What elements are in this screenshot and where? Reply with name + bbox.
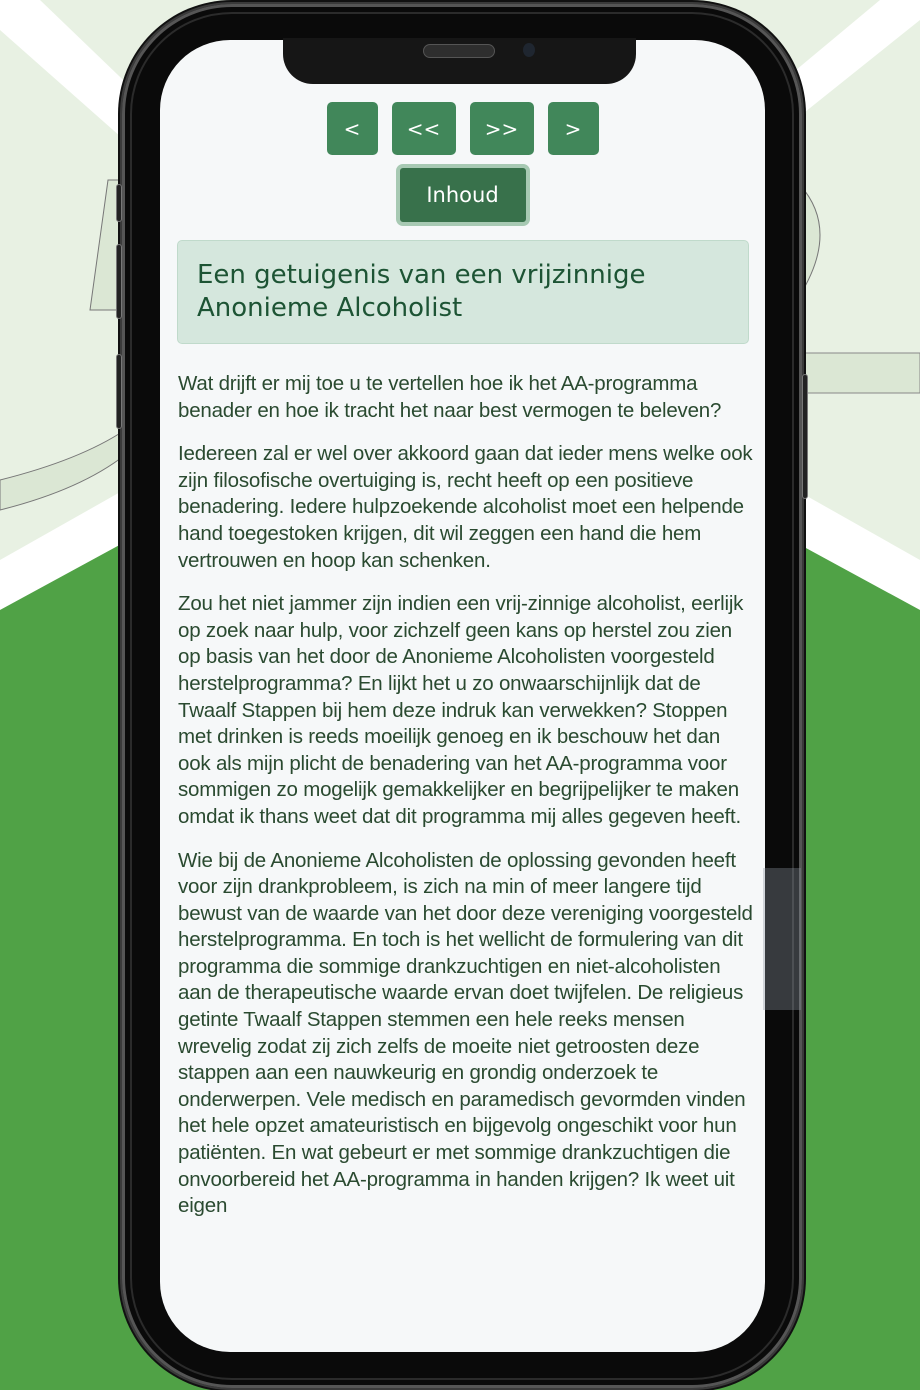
page-navigation [160,102,765,155]
phone-screen [160,40,765,1352]
camera-icon [523,43,535,57]
phone-notch [283,38,636,84]
article-body [178,371,753,1237]
last-page-button[interactable]: >> [470,102,534,155]
next-page-button[interactable]: > [548,102,599,155]
first-page-button[interactable]: << [392,102,456,155]
table-of-contents-button[interactable]: Inhoud [396,164,530,226]
article-title: Een getuigenis van een vrijzinnige Anonieme Alcoholist [177,240,749,344]
mute-switch [116,184,122,222]
speaker-icon [423,44,495,58]
volume-up-button [116,244,122,319]
power-button [802,374,808,499]
article-paragraph: Wat drijft er mij toe u te vertellen hoe ik het AA-programma benader en hoe ik tracht het naar best vermogen te beleven? [178,372,722,422]
volume-down-button [116,354,122,429]
scroll-to-top-button[interactable] [763,868,801,1010]
previous-page-button[interactable]: < [327,102,378,155]
article-paragraph: Wie bij de Anonieme Alcoholisten de oplossing gevonden heeft voor zijn drankprobleem, is zich na min of meer langere tijd bewust van de waarde van het door deze vereniging voorgesteld herstelprogramma. En toch is het wellicht de formulering van dit programma die sommige drankzuchtigen en niet-alcoholisten aan de therapeutische waarde ervan doet twijfelen. De religieus getinte Twaalf Stappen stemmen een hele reeks mensen wrevelig zodat zij zich zelfs de moeite niet getroosten deze stappen aan een nauwkeurig en grondig onderzoek te onderwerpen. Vele medisch en paramedisch gevormden vinden het hele opzet amateuristisch en bijgevolg ongeschikt voor hun patiënten. En wat gebeurt er met sommige drankzuchtigen die onvoorbereid het AA-programma in handen krijgen? Ik weet uit eigen [178,848,753,1218]
article-paragraph: Iedereen zal er wel over akkoord gaan dat ieder mens welke ook zijn filosofische overtuiging is, recht heeft op een positieve benadering. Iedere hulpzoekende alcoholist moet een helpende hand toegestoken krijgen, dit wil zeggen een hand die hem vertrouwen en hoop kan schenken. [178,442,753,572]
article-paragraph: Zou het niet jammer zijn indien een vrij-zinnige alcoholist, eerlijk op zoek naar hulp, voor zichzelf geen kans op herstel zou zien op basis van het door de Anonieme Alcoholisten voorgesteld herstelprogramma? En lijkt het u zo onwaarschijnlijk dat de Twaalf Stappen bij hem deze indruk kan verwekken? Stoppen met drinken is reeds moeilijk genoeg en ik beschouw het dan ook als mijn plicht de benadering van het AA-programma voor sommigen zo mogelijk gemakkelijker en begrijpelijker te maken omdat ik thans weet dat dit programma mij alles gegeven heeft. [178,592,744,828]
